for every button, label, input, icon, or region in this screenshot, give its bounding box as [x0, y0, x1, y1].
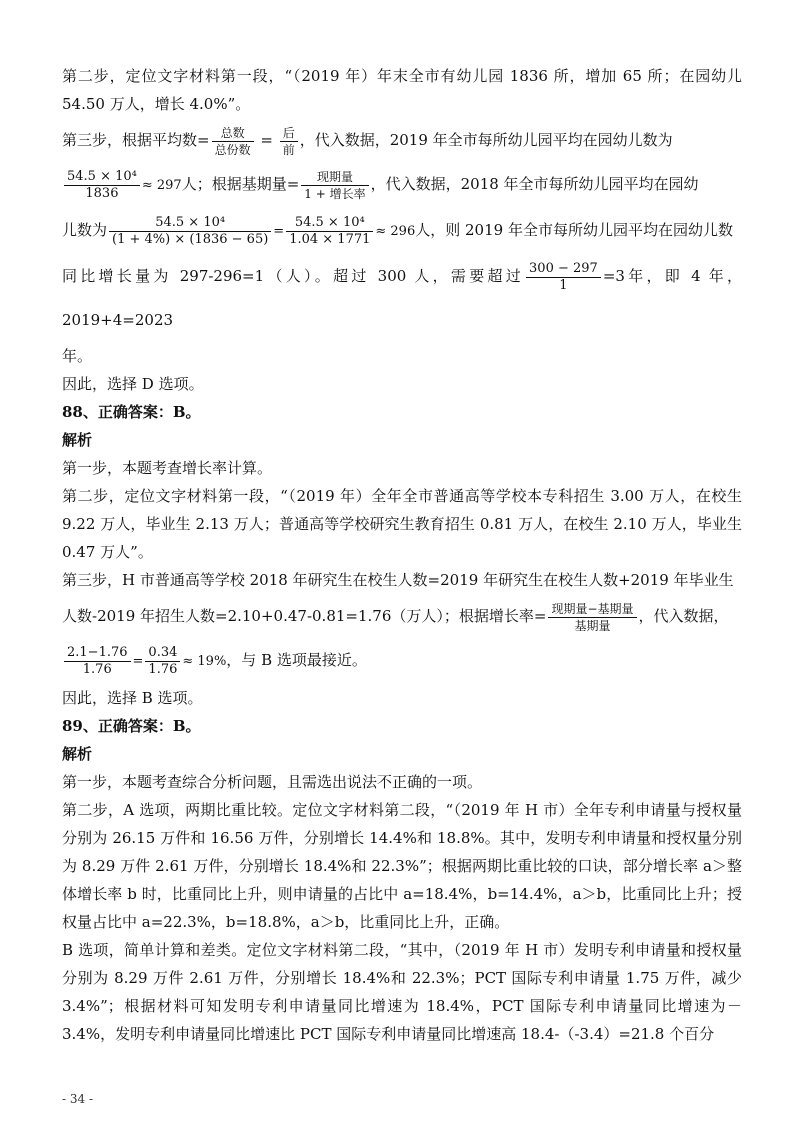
q88-step-3: 第三步，H 市普通高等学校 2018 年研究生在校生人数=2019 年研究生在校生人数+2019 年毕业生: [62, 571, 734, 589]
fraction-denominator: 1.76: [148, 661, 178, 677]
fraction-denominator: 基期量: [574, 618, 611, 633]
fraction-denominator: 总份数: [214, 142, 251, 157]
text-span: ，与 B 选项最接近。: [226, 651, 367, 669]
fraction-growth-rate: [548, 601, 636, 634]
q88-analysis-label: 解析: [62, 431, 93, 449]
fraction-numerator: 后: [280, 125, 298, 142]
formula-line-3: [62, 254, 742, 342]
equals-sign: =: [273, 224, 285, 239]
fraction-denominator: 1.04 × 1771: [289, 231, 371, 247]
fraction-denominator: (1 + 4%) × (1836 − 65): [112, 231, 269, 247]
fraction-2018-simplified: [286, 215, 373, 248]
q89-option-b: B 选项，简单计算和差类。定位文字材料第二段，“其中，（2019 年 H 市）发明专利申请量和授权量分别为 8.29 万件 2.61 万件，分别增长 18.4%和 22.3%；PCT 国际专利申请量 1.75 万件，减少 3.4%”；根据材料可知发明专利申请量同比增速为 18.4%，PCT 国际专利申请量同比增速为－3.4%，发明专利申请量同比增速比 PCT 国际专利申请量同比增速高 18.4-（-3.4）=21.8 个百分: [62, 941, 742, 1043]
fraction-numerator: 0.34: [145, 645, 180, 662]
approx-result: ≈ 297: [141, 178, 182, 193]
q88-calculation-line: [62, 638, 742, 684]
fraction-denominator: 前: [282, 142, 295, 157]
fraction-numerator: 总数: [212, 125, 254, 142]
approx-result: ≈ 19%: [182, 654, 227, 669]
document-body: [62, 62, 742, 1048]
formula-line-1: [62, 162, 742, 208]
q88-growth-formula-line: [62, 594, 742, 638]
q89-analysis-label: 解析: [62, 745, 93, 763]
equals-sign: =: [255, 131, 278, 149]
text-span: ，代入数据，2018 年全市每所幼儿园平均在园幼: [370, 175, 699, 193]
q88-step-1: 第一步，本题考查增长率计算。: [62, 459, 273, 477]
fraction-after-over-before: [280, 125, 298, 158]
fraction-base-period: [301, 169, 368, 202]
text-span: 第三步，根据平均数=: [62, 131, 210, 149]
fraction-growth-simplified: [145, 645, 180, 678]
fraction-denominator: 1836: [85, 185, 119, 201]
fraction-denominator: 1.76: [82, 661, 112, 677]
fraction-2018-average: [109, 215, 271, 248]
text-span: =3年，即 4 年，2019+4=2023: [62, 267, 742, 329]
fraction-numerator: 现期量−基期量: [548, 601, 636, 618]
fraction-numerator: 54.5 × 10⁴: [109, 215, 271, 232]
text-span: 人数-2019 年招生人数=2.10+0.47-0.81=1.76（万人）；根据增长率=: [62, 607, 547, 625]
fraction-numerator: 2.1−1.76: [64, 645, 131, 662]
fraction-denominator: 1: [559, 277, 568, 293]
fraction-numerator: 54.5 × 10⁴: [64, 169, 140, 186]
text-span: ，代入数据，: [638, 607, 729, 625]
q88-answer-heading: 88、正确答案：B。: [62, 403, 201, 421]
q89-answer-heading: 89、正确答案：B。: [62, 717, 201, 735]
q88-conclusion: 因此，选择 B 选项。: [62, 689, 203, 707]
fraction-denominator: 1 + 增长率: [304, 186, 366, 201]
equals-sign: =: [132, 654, 144, 669]
fraction-total-over-parts: [212, 125, 254, 158]
fraction-2019-average: [64, 169, 140, 202]
fraction-years-needed: [526, 261, 601, 294]
q88-step-2: 第二步，定位文字材料第一段，“（2019 年）全年全市普通高等学校本专科招生 3.00 万人，在校生 9.22 万人，毕业生 2.13 万人；普通高等学校研究生教育招生 0.81 万人，在校生 2.10 万人，毕业生 0.47 万人”。: [62, 487, 742, 561]
page-number: - 34 -: [62, 1092, 94, 1106]
q89-step-1: 第一步，本题考查综合分析问题，且需选出说法不正确的一项。: [62, 773, 483, 791]
text-span: 人，则 2019 年全市每所幼儿园平均在园幼儿数: [415, 221, 733, 239]
q89-step-2-option-a: 第二步，A 选项，两期比重比较。定位文字材料第二段，“（2019 年 H 市）全年专利申请量与授权量分别为 26.15 万件和 16.56 万件，分别增长 14.4%和 18.8%。其中，发明专利申请量和授权量分别为 8.29 万件 2.61 万件，分别增长 18.4%和 22.3%”；根据两期比重比较的口诀，部分增长率 a＞整体增长率 b 时，比重同比上升，则申请量的占比中 a=18.4%，b=14.4%，a＞b，比重同比上升；授权量占比中 a=22.3%，b=18.8%，a＞b，比重同比上升，正确。: [62, 801, 742, 931]
text-span: 儿数为: [62, 221, 108, 239]
year-suffix: 年。: [62, 347, 93, 365]
text-span: 同比增长量为 297-296=1（人）。超过 300 人，需要超过: [62, 267, 525, 285]
fraction-numerator: 现期量: [301, 169, 368, 186]
fraction-numerator: 300 − 297: [526, 261, 601, 278]
step-3-average-paragraph: [62, 118, 742, 162]
fraction-numerator: 54.5 × 10⁴: [286, 215, 373, 232]
conclusion-87: 因此，选择 D 选项。: [62, 375, 204, 393]
formula-line-2: [62, 208, 742, 254]
approx-result: ≈ 296: [375, 224, 416, 239]
fraction-growth-calc: [64, 645, 131, 678]
text-span: ，代入数据，2019 年全市每所幼儿园平均在园幼儿数为: [299, 131, 673, 149]
text-span: 人；根据基期量=: [181, 175, 300, 193]
step-2-paragraph: 第二步，定位文字材料第一段，“（2019 年）年末全市有幼儿园 1836 所，增加 65 所；在园幼儿 54.50 万人，增长 4.0%”。: [62, 67, 742, 113]
